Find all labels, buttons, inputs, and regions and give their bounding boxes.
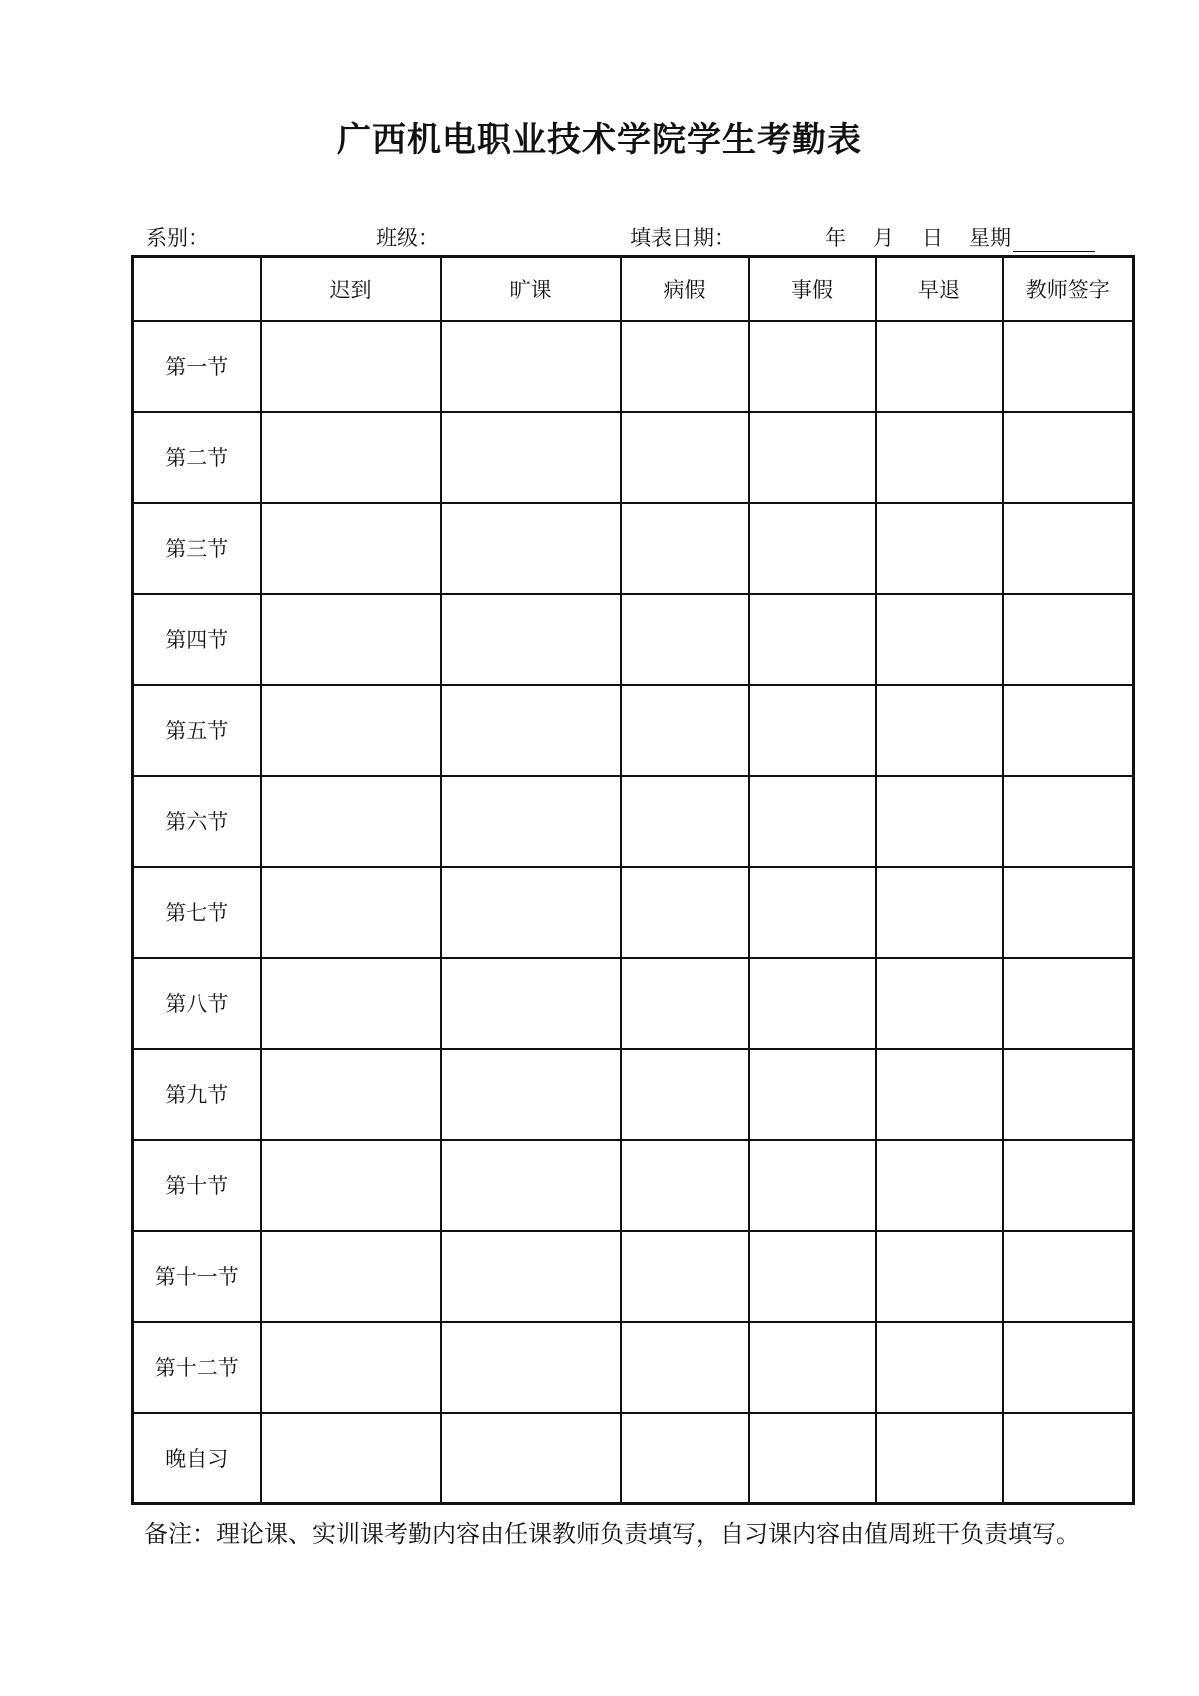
attendance-entry-cell[interactable] xyxy=(876,1140,1003,1231)
attendance-entry-cell[interactable] xyxy=(749,776,876,867)
month-label: 月 xyxy=(873,226,894,250)
attendance-entry-cell[interactable] xyxy=(621,776,749,867)
period-label: 第十一节 xyxy=(133,1231,261,1322)
attendance-entry-cell[interactable] xyxy=(1003,1140,1134,1231)
period-label: 第七节 xyxy=(133,867,261,958)
period-label: 第五节 xyxy=(133,685,261,776)
attendance-entry-cell[interactable] xyxy=(441,321,621,412)
attendance-entry-cell[interactable] xyxy=(1003,958,1134,1049)
fill-date-label: 填表日期： xyxy=(630,226,735,250)
weekday-field xyxy=(969,222,1095,252)
period-label: 第四节 xyxy=(133,594,261,685)
attendance-entry-cell[interactable] xyxy=(621,1413,749,1504)
attendance-entry-cell[interactable] xyxy=(441,503,621,594)
attendance-entry-cell[interactable] xyxy=(749,867,876,958)
attendance-entry-cell[interactable] xyxy=(441,685,621,776)
attendance-entry-cell[interactable] xyxy=(876,958,1003,1049)
attendance-entry-cell[interactable] xyxy=(261,685,441,776)
attendance-entry-cell[interactable] xyxy=(1003,594,1134,685)
attendance-entry-cell[interactable] xyxy=(1003,685,1134,776)
attendance-entry-cell[interactable] xyxy=(621,412,749,503)
remark-note: 备注：理论课、实训课考勤内容由任课教师负责填写，自习课内容由值周班干负责填写。 xyxy=(144,1520,1080,1548)
attendance-entry-cell[interactable] xyxy=(876,503,1003,594)
attendance-entry-cell[interactable] xyxy=(1003,1413,1134,1504)
attendance-entry-cell[interactable] xyxy=(441,1140,621,1231)
attendance-entry-cell[interactable] xyxy=(261,321,441,412)
attendance-entry-cell[interactable] xyxy=(749,1140,876,1231)
table-row xyxy=(133,1413,1134,1504)
attendance-entry-cell[interactable] xyxy=(1003,412,1134,503)
column-header: 早退 xyxy=(876,257,1003,321)
attendance-entry-cell[interactable] xyxy=(876,776,1003,867)
attendance-entry-cell[interactable] xyxy=(1003,776,1134,867)
table-row xyxy=(133,1231,1134,1322)
weekday-label: 星期 xyxy=(969,226,1011,250)
weekday-blank-line[interactable] xyxy=(1013,231,1095,252)
table-row xyxy=(133,958,1134,1049)
column-header: 迟到 xyxy=(261,257,441,321)
table-row xyxy=(133,867,1134,958)
attendance-entry-cell[interactable] xyxy=(621,503,749,594)
attendance-entry-cell[interactable] xyxy=(621,1049,749,1140)
period-label: 第八节 xyxy=(133,958,261,1049)
attendance-entry-cell[interactable] xyxy=(749,685,876,776)
attendance-entry-cell[interactable] xyxy=(441,594,621,685)
attendance-entry-cell[interactable] xyxy=(621,1140,749,1231)
column-header: 病假 xyxy=(621,257,749,321)
attendance-entry-cell[interactable] xyxy=(749,412,876,503)
header-row xyxy=(133,257,1134,321)
attendance-entry-cell[interactable] xyxy=(441,958,621,1049)
attendance-entry-cell[interactable] xyxy=(876,685,1003,776)
table-row xyxy=(133,503,1134,594)
period-label: 第三节 xyxy=(133,503,261,594)
attendance-entry-cell[interactable] xyxy=(1003,321,1134,412)
attendance-entry-cell[interactable] xyxy=(441,776,621,867)
attendance-entry-cell[interactable] xyxy=(749,958,876,1049)
attendance-entry-cell[interactable] xyxy=(1003,1231,1134,1322)
period-label: 第九节 xyxy=(133,1049,261,1140)
attendance-entry-cell[interactable] xyxy=(749,594,876,685)
attendance-entry-cell[interactable] xyxy=(1003,503,1134,594)
year-label: 年 xyxy=(825,226,846,250)
attendance-entry-cell[interactable] xyxy=(749,321,876,412)
attendance-entry-cell[interactable] xyxy=(876,594,1003,685)
attendance-entry-cell[interactable] xyxy=(749,503,876,594)
attendance-entry-cell[interactable] xyxy=(876,1231,1003,1322)
attendance-entry-cell[interactable] xyxy=(621,1322,749,1413)
attendance-entry-cell[interactable] xyxy=(441,1049,621,1140)
table-row xyxy=(133,1322,1134,1413)
period-label: 第一节 xyxy=(133,321,261,412)
attendance-entry-cell[interactable] xyxy=(261,503,441,594)
attendance-entry-cell[interactable] xyxy=(876,1322,1003,1413)
department-label: 系别： xyxy=(146,226,209,250)
attendance-entry-cell[interactable] xyxy=(1003,867,1134,958)
attendance-entry-cell[interactable] xyxy=(261,1322,441,1413)
attendance-table xyxy=(131,255,1135,1505)
class-label: 班级： xyxy=(376,226,439,250)
page-title: 广西机电职业技术学院学生考勤表 xyxy=(337,120,862,160)
attendance-entry-cell[interactable] xyxy=(441,412,621,503)
day-label: 日 xyxy=(922,226,943,250)
column-header: 教师签字 xyxy=(1003,257,1134,321)
table-row xyxy=(133,776,1134,867)
attendance-entry-cell[interactable] xyxy=(621,958,749,1049)
attendance-entry-cell[interactable] xyxy=(261,1231,441,1322)
attendance-entry-cell[interactable] xyxy=(441,1413,621,1504)
column-header: 事假 xyxy=(749,257,876,321)
attendance-entry-cell[interactable] xyxy=(749,1413,876,1504)
attendance-entry-cell[interactable] xyxy=(621,685,749,776)
table-row xyxy=(133,1140,1134,1231)
period-label: 第二节 xyxy=(133,412,261,503)
period-label: 第六节 xyxy=(133,776,261,867)
attendance-entry-cell[interactable] xyxy=(749,1322,876,1413)
attendance-entry-cell[interactable] xyxy=(621,1231,749,1322)
table-row xyxy=(133,321,1134,412)
attendance-entry-cell[interactable] xyxy=(876,1049,1003,1140)
attendance-entry-cell[interactable] xyxy=(441,1231,621,1322)
attendance-table-body xyxy=(133,257,1134,1504)
attendance-entry-cell[interactable] xyxy=(441,1322,621,1413)
attendance-entry-cell[interactable] xyxy=(876,867,1003,958)
attendance-entry-cell[interactable] xyxy=(749,1049,876,1140)
table-row xyxy=(133,1049,1134,1140)
attendance-entry-cell[interactable] xyxy=(261,1049,441,1140)
period-label: 晚自习 xyxy=(133,1413,261,1504)
attendance-entry-cell[interactable] xyxy=(621,321,749,412)
attendance-entry-cell[interactable] xyxy=(876,321,1003,412)
attendance-entry-cell[interactable] xyxy=(261,776,441,867)
table-row xyxy=(133,594,1134,685)
corner-cell xyxy=(133,257,261,321)
attendance-entry-cell[interactable] xyxy=(441,867,621,958)
attendance-entry-cell[interactable] xyxy=(261,412,441,503)
period-label: 第十二节 xyxy=(133,1322,261,1413)
attendance-entry-cell[interactable] xyxy=(876,1413,1003,1504)
attendance-entry-cell[interactable] xyxy=(621,867,749,958)
attendance-entry-cell[interactable] xyxy=(621,594,749,685)
period-label: 第十节 xyxy=(133,1140,261,1231)
column-header: 旷课 xyxy=(441,257,621,321)
attendance-entry-cell[interactable] xyxy=(261,1140,441,1231)
attendance-entry-cell[interactable] xyxy=(876,412,1003,503)
table-row xyxy=(133,685,1134,776)
attendance-entry-cell[interactable] xyxy=(1003,1049,1134,1140)
attendance-entry-cell[interactable] xyxy=(1003,1322,1134,1413)
attendance-entry-cell[interactable] xyxy=(261,958,441,1049)
attendance-entry-cell[interactable] xyxy=(261,594,441,685)
attendance-entry-cell[interactable] xyxy=(261,867,441,958)
attendance-entry-cell[interactable] xyxy=(749,1231,876,1322)
table-row xyxy=(133,412,1134,503)
attendance-entry-cell[interactable] xyxy=(261,1413,441,1504)
